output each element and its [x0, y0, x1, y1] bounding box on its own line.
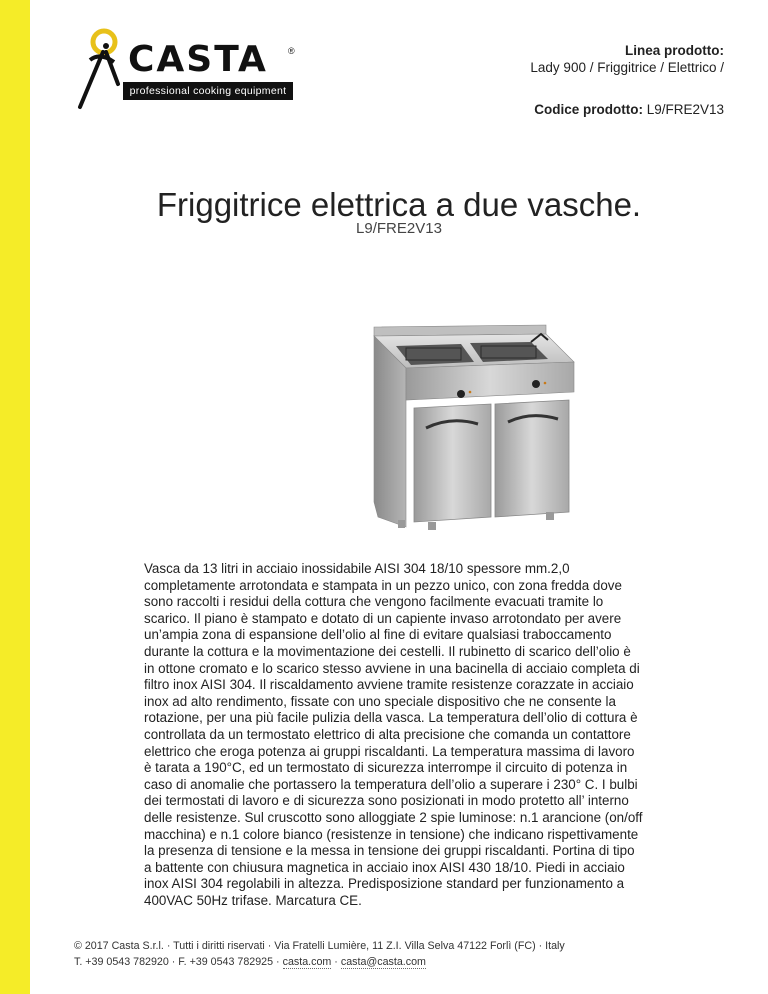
- page-footer: [74, 938, 565, 970]
- fryer-product-image: [366, 322, 576, 532]
- product-line-value: Lady 900 / Friggitrice / Elettrico /: [530, 60, 724, 75]
- registered-mark: ®: [288, 46, 295, 56]
- footer-contacts: [74, 954, 565, 970]
- product-line-label: Linea prodotto:: [625, 43, 724, 58]
- product-meta: [530, 42, 724, 118]
- brand-wordmark: CASTA: [128, 39, 268, 80]
- page-title: Friggitrice elettrica a due vasche.: [156, 186, 642, 224]
- footer-phones: T. +39 0543 782920 · F. +39 0543 782925 ·: [74, 956, 280, 968]
- footer-address: © 2017 Casta S.r.l. · Tutti i diritti riservati · Via Fratelli Lumière, 11 Z.I. Villa Selva 47122 Forlì (FC) · Italy: [74, 940, 565, 952]
- chef-figure-icon: [70, 22, 130, 117]
- product-code-value: L9/FRE2V13: [646, 102, 724, 117]
- footer-separator: ·: [334, 956, 338, 968]
- page-subtitle: L9/FRE2V13: [356, 220, 442, 237]
- website-link[interactable]: casta.com: [282, 956, 332, 968]
- yellow-side-strip: [0, 0, 30, 994]
- product-description: Vasca da 13 litri in acciaio inossidabile AISI 304 18/10 spessore mm.2,0 completamente arrotondata e stampata in un pezzo unico, con zona fredda dove sono raccolti i residui della cottura che vengono facilmente evacuati tramite lo scarico. Il piano è stampato e dotato di un capiente invaso arrotondato per avere un’ampia zona di espansione dell’olio al fine di evitare qualsiasi traboccamento durante la cottura e la movimentazione dei cestelli. Il rubinetto di scarico dell’olio è in ottone cromato e lo scarico stesso avviene in una bacinella di acciaio completa di filtro inox AISI 304. Il riscaldamento avviene tramite resistenze corazzate in acciaio inox ad alto rendimento, fissate con uno speciale dispositivo che ne consente la rotazione, per una più facile pulizia della vasca. La temperatura dell’olio di cottura è controllata da un termostato elettrico di alta precisione che comanda un contattore elettrico che eroga potenza ai gruppi riscaldanti. La temperatura massima di lavoro è tarata a 190°C, ed un termostato di sicurezza interrompe il circuito di potenza in caso di anomalie che portassero la temperatura dell’olio a superare i 230° C. I bulbi dei termostati di lavoro e di sicurezza sono posizionati in modo protetto all’ interno delle resistenze. Sul cruscotto sono alloggiate 2 spie luminose: n.1 arancione (on/off macchina) e n.1 colore bianco (resistenze in tensione) che indicano rispettivamente la presenza di tensione e la messa in tensione dei gruppi riscaldanti. Portina di tipo a battente con chiusura magnetica in acciaio inox AISI 430 18/10. Piedi in acciaio inox AISI 304 regolabili in altezza. Predisposizione standard per funzionamento a 400VAC 50Hz trifase. Marcatura CE.: [144, 561, 643, 908]
- casta-logo: [70, 22, 310, 117]
- product-code-label: Codice prodotto:: [534, 102, 643, 117]
- brand-tagline: professional cooking equipment: [123, 82, 293, 100]
- email-link[interactable]: casta@casta.com: [340, 956, 426, 968]
- product-code: [530, 101, 724, 118]
